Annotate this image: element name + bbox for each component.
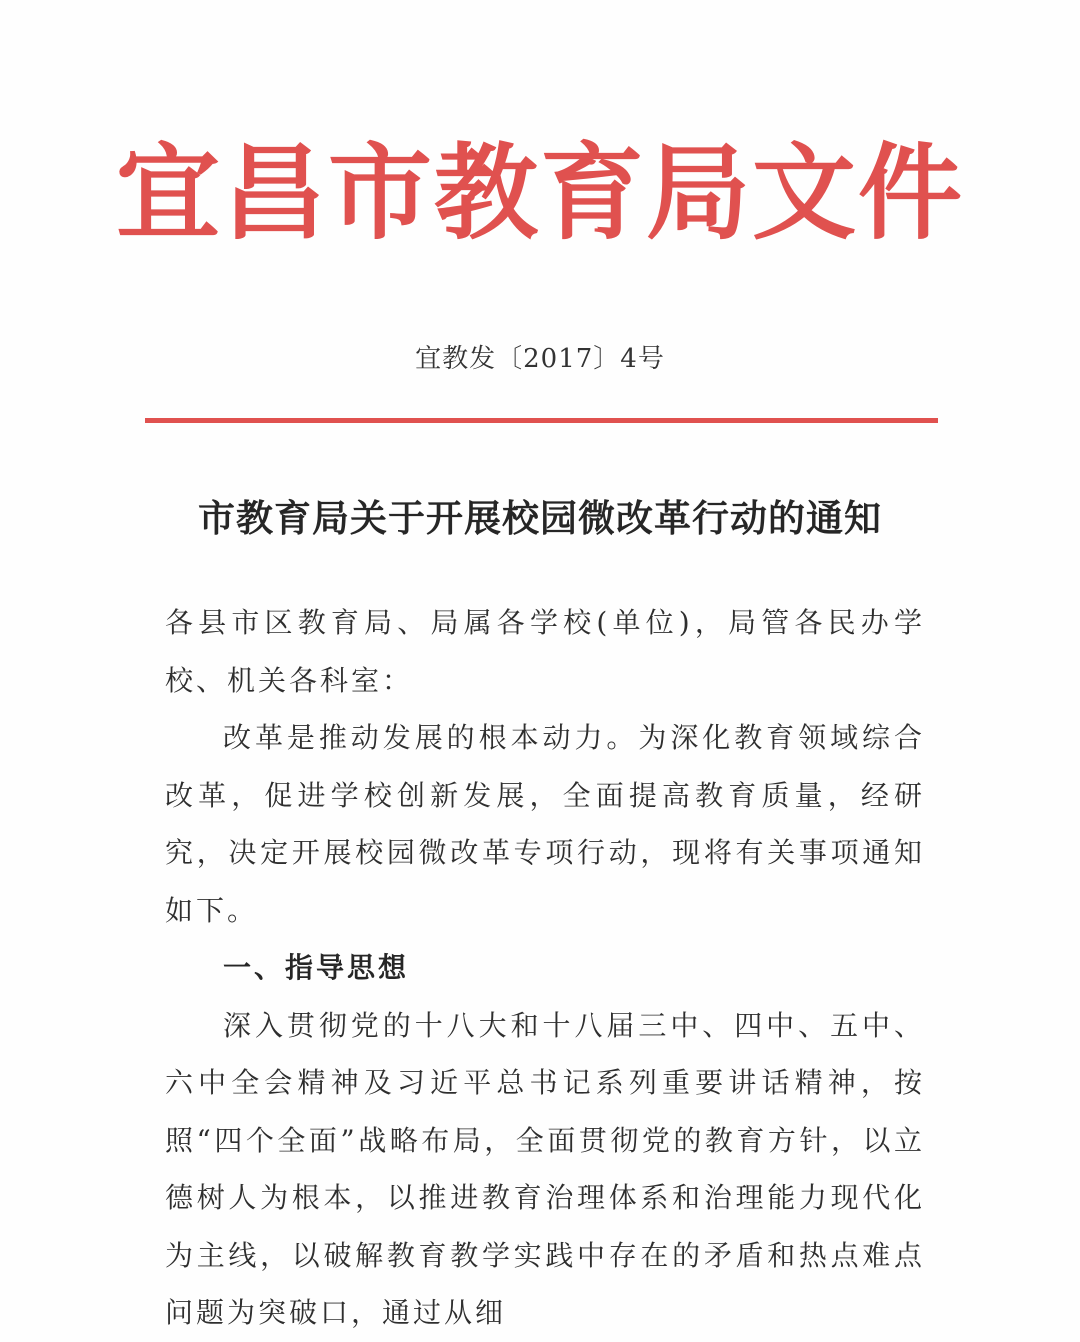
section-paragraph: 深入贯彻党的十八大和十八届三中、四中、五中、六中全会精神及习近平总书记系列重要讲话精神，按照“四个全面”战略布局，全面贯彻党的教育方针，以立德树人为根本，以推进教育治理体系和治理能力现代化为主线，以破解教育教学实践中存在的矛盾和热点难点问题为突破口，通过从细	[165, 1008, 925, 1329]
red-divider-line	[145, 418, 938, 423]
document-header-title: 宜昌市教育局文件	[115, 131, 964, 254]
document-number: 宜教发〔2017〕4号	[415, 344, 665, 374]
document-body	[165, 594, 925, 1342]
salutation-paragraph: 各县市区教育局、局属各学校(单位)，局管各民办学校、机关各科室：	[165, 606, 925, 697]
intro-paragraph: 改革是推动发展的根本动力。为深化教育领域综合改革，促进学校创新发展，全面提高教育质量，经研究，决定开展校园微改革专项行动，现将有关事项通知如下。	[165, 721, 925, 927]
section-heading: 一、指导思想	[223, 951, 410, 984]
notice-title: 市教育局关于开展校园微改革行动的通知	[198, 496, 882, 540]
